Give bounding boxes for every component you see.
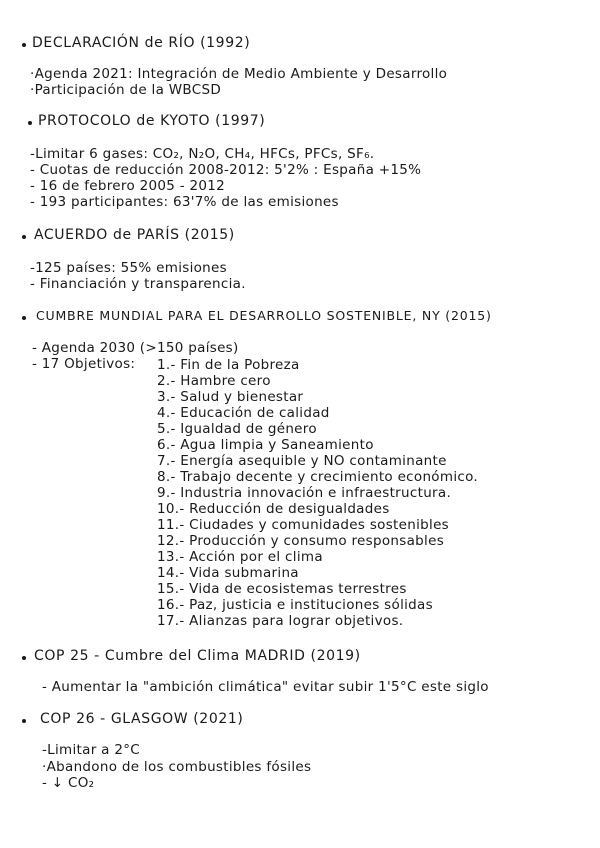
section-heading-rio: DECLARACIÓN de RÍO (1992) bbox=[32, 35, 251, 51]
section-item: - 17 Objetivos: bbox=[32, 356, 136, 372]
section-item: -125 países: 55% emisiones bbox=[30, 260, 227, 276]
section-item: - ↓ CO₂ bbox=[42, 775, 95, 791]
objective-item: 11.- Ciudades y comunidades sostenibles bbox=[157, 517, 450, 533]
section-item: -Limitar 6 gases: CO₂, N₂O, CH₄, HFCs, PFCs, SF₆. bbox=[30, 146, 375, 162]
section-item: - Aumentar la "ambición climática" evitar subir 1'5°C este siglo bbox=[42, 679, 489, 695]
section-item: - 193 participantes: 63'7% de las emisiones bbox=[30, 194, 339, 210]
section-item: - 16 de febrero 2005 - 2012 bbox=[30, 178, 226, 194]
objective-item: 15.- Vida de ecosistemas terrestres bbox=[157, 581, 407, 597]
section-heading-kyoto: PROTOCOLO de KYOTO (1997) bbox=[38, 113, 266, 129]
objective-item: 12.- Producción y consumo responsables bbox=[157, 533, 445, 549]
objective-item: 14.- Vida submarina bbox=[157, 565, 299, 581]
objective-item: 4.- Educación de calidad bbox=[157, 405, 330, 421]
section-heading-cumbre: CUMBRE MUNDIAL PARA EL DESARROLLO SOSTENIBLE, NY (2015) bbox=[36, 308, 492, 323]
bullet-dot bbox=[22, 43, 26, 47]
section-heading-cop25: COP 25 - Cumbre del Clima MADRID (2019) bbox=[34, 648, 361, 664]
bullet-dot bbox=[28, 121, 32, 125]
objective-item: 6.- Agua limpia y Saneamiento bbox=[157, 437, 374, 453]
section-item: ·Abandono de los combustibles fósiles bbox=[42, 759, 312, 775]
objective-item: 9.- Industria innovación e infraestructura. bbox=[157, 485, 452, 501]
section-item: ·Participación de la WBCSD bbox=[30, 82, 222, 98]
section-item: - Cuotas de reducción 2008-2012: 5'2% : España +15% bbox=[30, 162, 422, 178]
objective-item: 17.- Alianzas para lograr objetivos. bbox=[157, 613, 404, 629]
section-item: ·Agenda 2021: Integración de Medio Ambiente y Desarrollo bbox=[30, 66, 448, 82]
bullet-dot bbox=[22, 235, 26, 239]
section-item: - Financiación y transparencia. bbox=[30, 276, 246, 292]
section-item: -Limitar a 2°C bbox=[42, 742, 140, 758]
objective-item: 8.- Trabajo decente y crecimiento económico. bbox=[157, 469, 479, 485]
objective-item: 1.- Fin de la Pobreza bbox=[157, 357, 300, 373]
section-heading-cop26: COP 26 - GLASGOW (2021) bbox=[40, 711, 244, 727]
objective-item: 2.- Hambre cero bbox=[157, 373, 271, 389]
objective-item: 7.- Energía asequible y NO contaminante bbox=[157, 453, 447, 469]
section-item: - Agenda 2030 (>150 países) bbox=[32, 340, 239, 356]
bullet-dot bbox=[22, 656, 26, 660]
bullet-dot bbox=[22, 719, 26, 723]
bullet-dot bbox=[22, 316, 26, 320]
objective-item: 5.- Igualdad de género bbox=[157, 421, 317, 437]
objective-item: 16.- Paz, justicia e instituciones sólidas bbox=[157, 597, 433, 613]
objective-item: 3.- Salud y bienestar bbox=[157, 389, 304, 405]
objective-item: 13.- Acción por el clima bbox=[157, 549, 323, 565]
section-heading-paris: ACUERDO de PARÍS (2015) bbox=[34, 227, 235, 243]
objective-item: 10.- Reducción de desigualdades bbox=[157, 501, 390, 517]
